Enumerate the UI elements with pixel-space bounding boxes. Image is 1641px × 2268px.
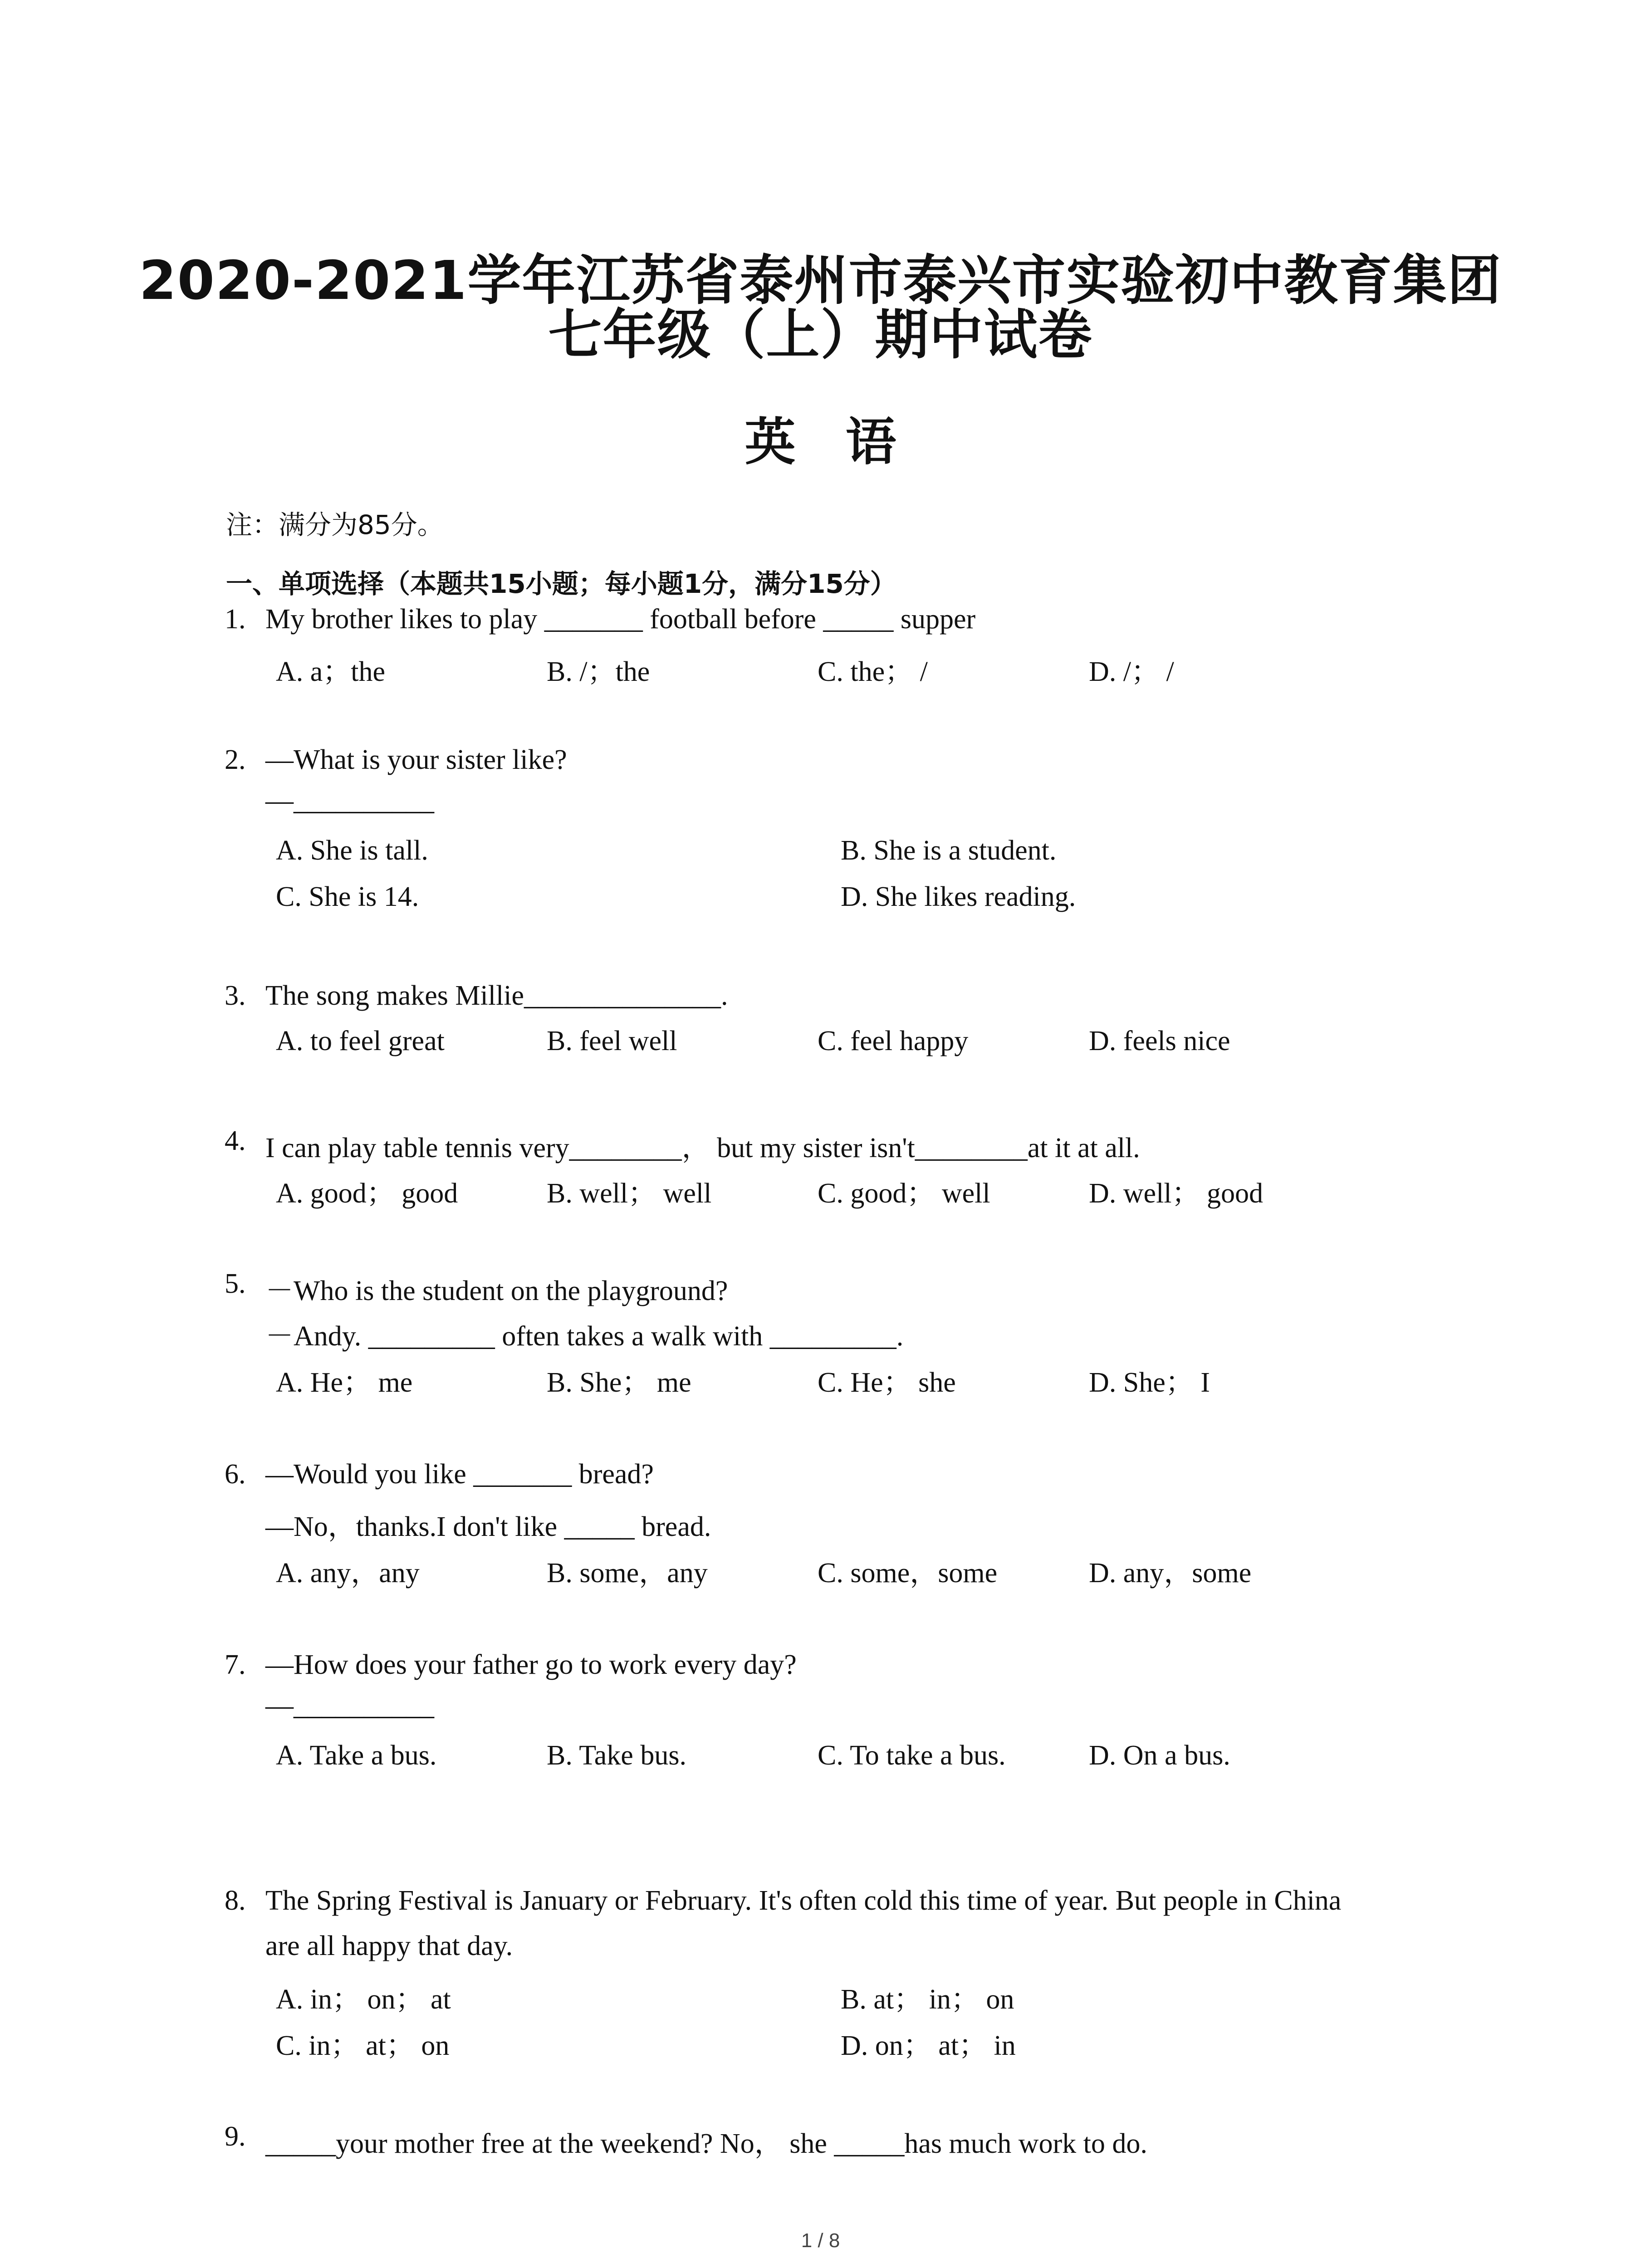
option-d: D. She； I <box>1089 1367 1210 1398</box>
question-stem-line2: —No，thanks.I don't like _____ bread. <box>265 1511 711 1542</box>
question-stem: The song makes Millie______________. <box>265 980 728 1011</box>
option-d: D. feels nice <box>1089 1026 1230 1056</box>
question-stem: —Would you like _______ bread? <box>265 1459 654 1490</box>
question-stem: －Who is the student on the playground? <box>265 1276 728 1306</box>
option-b: B. well； well <box>547 1178 712 1209</box>
subject-title: 英语 <box>745 413 946 472</box>
question-stem: —How does your father go to work every day? <box>265 1649 797 1680</box>
option-c: C. some，some <box>818 1558 998 1589</box>
question-stem: —What is your sister like? <box>265 744 567 775</box>
question-stem-line2: －Andy. _________ often takes a walk with _________. <box>265 1321 904 1352</box>
section-heading: 一、单项选择（本题共15小题；每小题1分，满分15分） <box>226 568 896 599</box>
option-d: D. /； / <box>1089 656 1174 687</box>
option-c: C. feel happy <box>818 1026 969 1056</box>
question-number: 7. <box>225 1649 246 1680</box>
option-c: C. To take a bus. <box>818 1740 1006 1771</box>
option-a: A. She is tall. <box>276 835 428 866</box>
option-b: B. /；the <box>547 656 650 687</box>
exam-title-line2: 七年级（上）期中试卷 <box>548 303 1093 366</box>
question-number: 9. <box>225 2121 246 2152</box>
question-number: 8. <box>225 1885 246 1916</box>
exam-title-line1: 2020-2021学年江苏省泰州市泰兴市实验初中教育集团 <box>139 249 1502 312</box>
question-number: 5. <box>225 1268 246 1299</box>
option-a: A. to feel great <box>276 1026 445 1056</box>
option-b: B. some，any <box>547 1558 708 1589</box>
question-stem: My brother likes to play _______ football before _____ supper <box>265 604 976 635</box>
question-stem-line2: —__________ <box>265 1690 434 1721</box>
option-b: B. Take bus. <box>547 1740 686 1771</box>
question-stem: The Spring Festival is January or February. It's often cold this time of year. But people in China <box>265 1885 1342 1916</box>
option-b: B. She； me <box>547 1367 691 1398</box>
option-c: C. good； well <box>818 1178 990 1209</box>
option-d: D. She likes reading. <box>841 881 1076 912</box>
question-stem: I can play table tennis very________， but my sister isn't________at it at all. <box>265 1133 1140 1163</box>
option-a: A. in； on； at <box>276 1984 451 2015</box>
option-a: A. Take a bus. <box>276 1740 437 1771</box>
score-note: 注：满分为85分。 <box>226 509 444 540</box>
option-c: C. She is 14. <box>276 881 419 912</box>
question-number: 6. <box>225 1459 246 1490</box>
question-number: 4. <box>225 1125 246 1156</box>
option-b: B. at； in； on <box>841 1984 1014 2015</box>
page-number: 1 / 8 <box>801 2229 840 2252</box>
question-stem: _____your mother free at the weekend? No， she _____has much work to do. <box>265 2128 1147 2159</box>
option-a: A. a；the <box>276 656 386 687</box>
question-number: 2. <box>225 744 246 775</box>
option-a: A. good； good <box>276 1178 458 1209</box>
option-d: D. any，some <box>1089 1558 1252 1589</box>
option-d: D. On a bus. <box>1089 1740 1230 1771</box>
option-c: C. in； at； on <box>276 2030 450 2061</box>
option-b: B. feel well <box>547 1026 677 1056</box>
option-c: C. He； she <box>818 1367 956 1398</box>
option-a: A. any，any <box>276 1558 420 1589</box>
question-number: 1. <box>225 604 246 635</box>
option-c: C. the； / <box>818 656 928 687</box>
option-d: D. on； at； in <box>841 2030 1016 2061</box>
question-stem-line2: —__________ <box>265 785 434 816</box>
option-a: A. He； me <box>276 1367 413 1398</box>
question-number: 3. <box>225 980 246 1011</box>
option-d: D. well； good <box>1089 1178 1264 1209</box>
question-stem-line2: are all happy that day. <box>265 1931 513 1961</box>
option-b: B. She is a student. <box>841 835 1057 866</box>
